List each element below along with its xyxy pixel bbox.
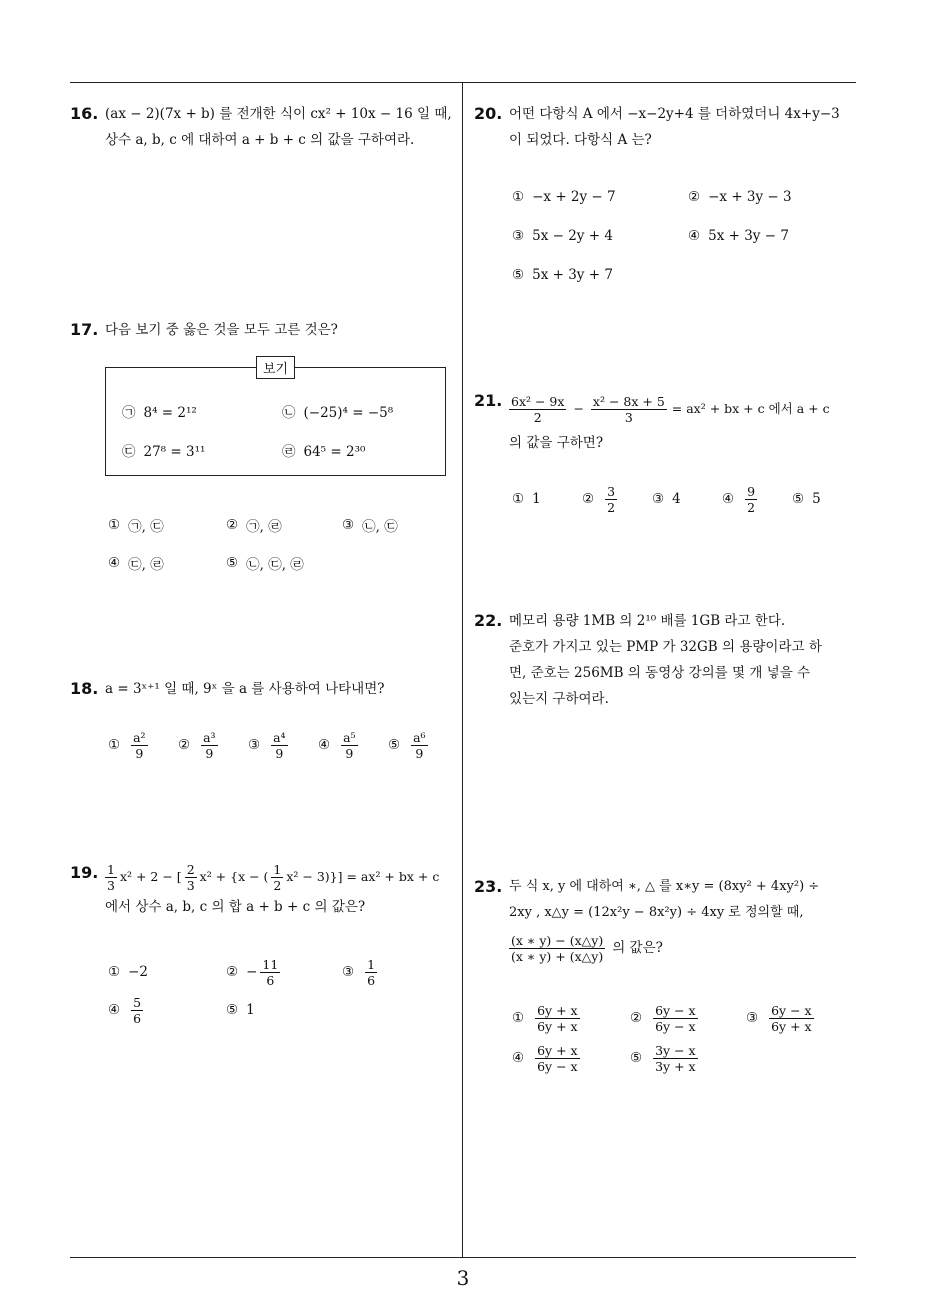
question-number: 22. [474, 611, 503, 630]
question-text-line: 메모리 용량 1MB 의 2¹⁰ 배를 1GB 라고 한다. [509, 613, 786, 629]
choice-option[interactable]: ⑤ 5 [792, 491, 821, 507]
question-text-line: 어떤 다항식 A 에서 −x−2y+4 를 더하였더니 4x+y−3 [509, 106, 840, 122]
question-19 [70, 860, 460, 920]
question-number: 18. [70, 679, 99, 698]
choice-option[interactable]: ⑤ $\frac{\text{a⁶}}{9}$ [388, 729, 426, 761]
choice-option[interactable]: ④ $\frac{6y + x}{6y - x}$ [512, 1042, 578, 1074]
choice-option[interactable]: ① ㉠, ㉢ [108, 517, 164, 535]
choice-option[interactable]: ③ 5x − 2y + 4 [512, 228, 613, 244]
choice-option[interactable]: ② $\frac{6y - x}{6y - x}$ [630, 1002, 696, 1034]
question-22 [474, 608, 864, 712]
bogi-item: ㉢ 27⁸ = 3¹¹ [122, 444, 206, 460]
choice-option[interactable]: ① $\frac{\text{a²}}{9}$ [108, 729, 146, 761]
question-23 [474, 874, 864, 970]
choice-option[interactable]: ① −x + 2y − 7 [512, 189, 616, 205]
choice-option[interactable]: ④ $\frac{9}{2}$ [722, 483, 756, 515]
choice-option[interactable]: ② − $\frac{11}{6}$ [226, 956, 279, 988]
question-21 [474, 388, 864, 456]
choice-option[interactable]: ④ ㉢, ㉣ [108, 555, 164, 573]
question-text-line: 두 식 x, y 에 대하여 ∗, △ 를 x∗y = (8xy² + 4xy²) ÷ [509, 879, 820, 894]
question-text-line: 의 값을 구하면? [509, 435, 604, 451]
question-text: 다음 보기 중 옳은 것을 모두 고른 것은? [105, 322, 338, 338]
question-text-line: 이 되었다. 다항식 A 는? [509, 132, 652, 148]
question-text: a = 3ˣ⁺¹ 일 때, 9ˣ 을 a 를 사용하여 나타내면? [105, 681, 385, 697]
choice-option[interactable]: ③ $\frac{\text{a⁴}}{9}$ [248, 729, 286, 761]
question-text-line: (ax − 2)(7x + b) 를 전개한 식이 cx² + 10x − 16 일 때, [105, 106, 452, 122]
question-number: 19. [70, 863, 99, 882]
top-rule [70, 82, 856, 83]
choice-option[interactable]: ① −2 [108, 964, 149, 980]
question-number: 20. [474, 104, 503, 123]
bogi-item: ㉣ 64⁵ = 2³⁰ [282, 444, 366, 460]
choice-option[interactable]: ③ $\frac{6y - x}{6y + x}$ [746, 1002, 812, 1034]
question-expression: $\frac{(x ∗ y) - (x\triangle y)}{(x ∗ y) + (x\triangle y)}$ 의 값은? [511, 932, 663, 964]
column-divider [462, 82, 463, 1257]
question-text-line: 상수 a, b, c 에 대하여 a + b + c 의 값을 구하여라. [105, 132, 415, 148]
question-number: 16. [70, 104, 99, 123]
question-text-line: 에서 상수 a, b, c 의 합 a + b + c 의 값은? [105, 899, 366, 915]
choice-option[interactable]: ② $\frac{3}{2}$ [582, 483, 616, 515]
page-number: 3 [456, 1266, 470, 1290]
choice-option[interactable]: ① $\frac{6y + x}{6y + x}$ [512, 1002, 578, 1034]
question-number: 23. [474, 877, 503, 896]
question-18 [70, 676, 460, 702]
question-expression: $\frac{1}{3}$ x² + 2 − [ $\frac{2}{3}$ x² + {x − ( $\frac{1}{2}$ x² − 3)}] = ax² + bx + c [107, 861, 440, 893]
question-text-line: 2xy , x△y = (12x²y − 8x²y) ÷ 4xy 로 정의할 때, [509, 905, 804, 920]
bogi-item: ㉡ (−25)⁴ = −5⁸ [282, 405, 394, 421]
choice-option[interactable]: ⑤ $\frac{3y - x}{3y + x}$ [630, 1042, 696, 1074]
choice-option[interactable]: ② $\frac{\text{a³}}{9}$ [178, 729, 216, 761]
choice-option[interactable]: ② ㉠, ㉣ [226, 517, 282, 535]
choice-option[interactable]: ② −x + 3y − 3 [688, 189, 792, 205]
question-number: 21. [474, 391, 503, 410]
question-20 [474, 101, 864, 153]
choice-option[interactable]: ⑤ 5x + 3y + 7 [512, 267, 613, 283]
bogi-item: ㉠ 8⁴ = 2¹² [122, 405, 197, 421]
question-text-line: 준호가 가지고 있는 PMP 가 32GB 의 용량이라고 하 [509, 639, 822, 655]
question-17 [70, 317, 460, 343]
question-text-line: 면, 준호는 256MB 의 동영상 강의를 몇 개 넣을 수 [509, 665, 811, 681]
bottom-rule [70, 1257, 856, 1258]
choice-option[interactable]: ④ $\frac{5}{6}$ [108, 994, 142, 1026]
choice-option[interactable]: ③ 4 [652, 491, 681, 507]
question-expression: $\frac{\text{6x² − 9x}}{2}$ − $\frac{\text{x² − 8x + 5}}{3}$ = ax² + bx + c 에서 a + c [511, 393, 830, 425]
choice-option[interactable]: ③ $\frac{1}{6}$ [342, 956, 376, 988]
choice-option[interactable]: ⑤ ㉡, ㉢, ㉣ [226, 555, 304, 573]
choice-option[interactable]: ④ $\frac{\text{a⁵}}{9}$ [318, 729, 356, 761]
question-number: 17. [70, 320, 99, 339]
choice-option[interactable]: ① 1 [512, 491, 541, 507]
question-16 [70, 101, 460, 153]
question-text-line: 있는지 구하여라. [509, 691, 609, 707]
choice-option[interactable]: ④ 5x + 3y − 7 [688, 228, 789, 244]
bogi-title: 보기 [256, 356, 295, 379]
choice-option[interactable]: ⑤ 1 [226, 1002, 255, 1018]
choice-option[interactable]: ③ ㉡, ㉢ [342, 517, 398, 535]
